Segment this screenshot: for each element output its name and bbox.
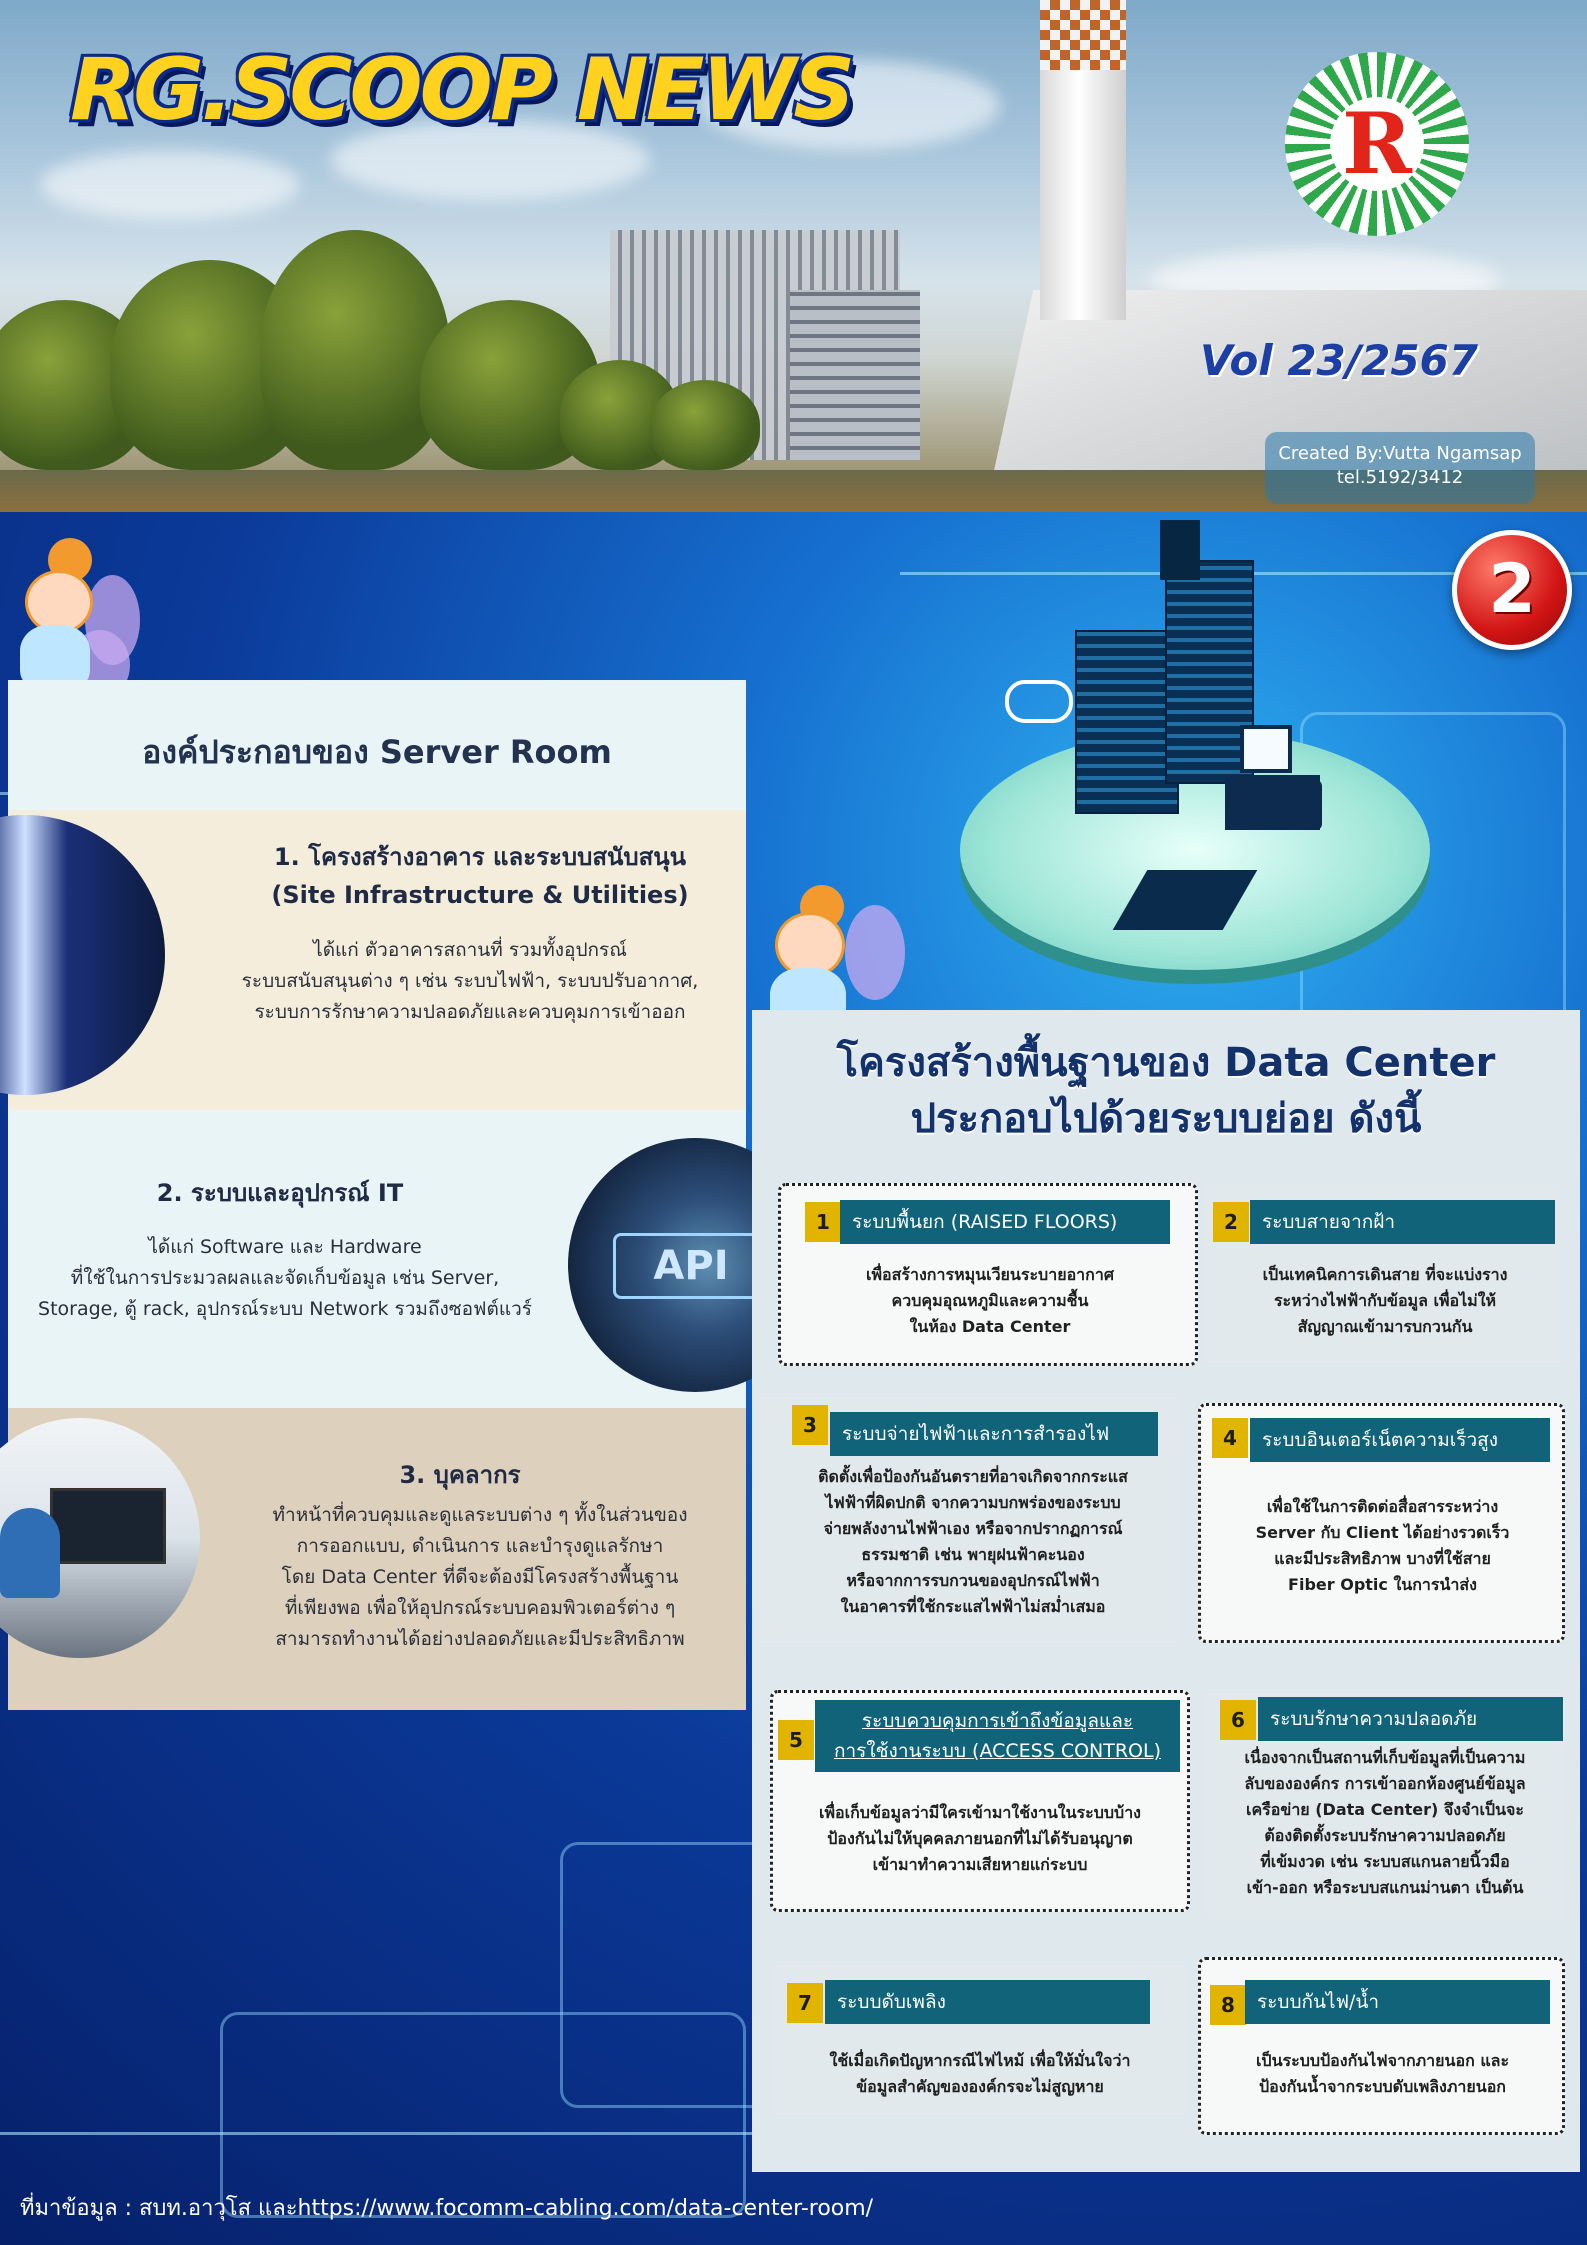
credit-author: Created By:Vutta Ngamsap (1278, 443, 1522, 464)
item-6-number: 6 (1220, 1700, 1256, 1740)
item-6-text: เนื่องจากเป็นสถานที่เก็บข้อมูลที่เป็นความ ลับขององค์กร การเข้าออกห้องศูนย์ข้อมูล เครือข่าย (Data Center) จึงจำเป็นจะ ต้องติดตั้งระบบรักษาความปลอดภัย ที่เข้มงวด เช่น ระบบสแกนลายนิ้วมือ เข้า-ออก หรือระบบสแกนม่านตา เป็นต้น (1244, 1748, 1526, 1897)
item-2-label: ระบบสายจากฝ้า (1250, 1200, 1555, 1244)
monitor-icon (50, 1488, 166, 1564)
newsletter-title: RG.SCOOP NEWS (70, 40, 853, 140)
item-8-text: เป็นระบบป้องกันไฟจากภายนอก และ ป้องกันน้ำจากระบบดับเพลิงภายนอก (1255, 2051, 1510, 2096)
page-number: 2 (1488, 550, 1536, 629)
item-8-number: 8 (1210, 1985, 1246, 2025)
power-plant-structure-2 (790, 290, 920, 460)
item-2-number: 2 (1213, 1202, 1249, 1242)
source-citation: ที่มาข้อมูล : สบท.อาวุโส และhttps://www.focomm-cabling.com/data-center-room/ (20, 2196, 874, 2221)
operator-icon (1290, 780, 1322, 830)
chimney-top (1040, 0, 1126, 70)
item-3-label: ระบบจ่ายไฟฟ้าและการสำรองไฟ (830, 1412, 1158, 1456)
item-4-label: ระบบอินเตอร์เน็ตความเร็วสูง (1250, 1418, 1550, 1462)
item-3-number: 3 (792, 1405, 828, 1445)
item-5-label: ระบบควบคุมการเข้าถึงข้อมูลและ การใช้งานระบบ (ACCESS CONTROL) (815, 1700, 1180, 1772)
item-4-number: 4 (1212, 1418, 1248, 1458)
item-6-label: ระบบรักษาความปลอดภัย (1258, 1697, 1563, 1741)
item-4-text: เพื่อใช้ในการติดต่อสื่อสารระหว่าง Server กับ Client ได้อย่างรวดเร็ว และมีประสิทธิภาพ บางที่ใช้สาย Fiber Optic ในการนำส่ง (1255, 1497, 1510, 1594)
item-3-text: ติดตั้งเพื่อป้องกันอันตรายที่อาจเกิดจากกระแส ไฟฟ้าที่ผิดปกติ จากความบกพร่องของระบบ จ่ายพลังงานไฟฟ้าเอง หรือจากปรากฏการณ์ ธรรมชาติ เช่น พายุฝนฟ้าคะนอง หรือจากการรบกวนของอุปกรณ์ไฟฟ้า ในอาคารที่ใช้กระแสไฟฟ้าไม่สม่ำเสมอ (818, 1467, 1128, 1616)
section-1-body: ได้แก่ ตัวอาคารสถานที่ รวมทั้งอุปกรณ์ ระบบสนับสนุนต่าง ๆ เช่น ระบบไฟฟ้า, ระบบปรับอากาศ, ระบบการรักษาความปลอดภัยและควบคุมการเข้าออก (241, 939, 699, 1023)
cloud-icon (1005, 680, 1073, 723)
section-3-body: ทำหน้าที่ควบคุมและดูแลระบบต่าง ๆ ทั้งในส่วนของ การออกแบบ, ดำเนินการ และบำรุงดูแลรักษา โดย Data Center ที่ดีจะต้องมีโครงสร้างพื้นฐาน ที่เพียงพอ เพื่อให้อุปกรณ์ระบบคอมพิวเตอร์ต่าง ๆ สามารถทำงานได้อย่างปลอดภัยและมีประสิทธิภาพ (272, 1504, 688, 1650)
server-room-title: องค์ประกอบของ Server Room (142, 733, 612, 771)
item-5-number: 5 (778, 1720, 814, 1760)
api-label: API (613, 1233, 769, 1299)
item-1-number: 1 (805, 1202, 841, 1242)
company-logo-letter: R (1342, 94, 1412, 193)
person-icon (0, 1508, 60, 1598)
item-7-number: 7 (787, 1983, 823, 2023)
credit-box (1265, 432, 1535, 504)
tower-beam (1160, 520, 1200, 580)
item-8-label: ระบบกันไฟ/น้ำ (1245, 1980, 1550, 2024)
volume-label: Vol 23/2567 (1200, 336, 1479, 385)
section-1-heading: 1. โครงสร้างอาคาร และระบบสนับสนุน (Site Infrastructure & Utilities) (271, 843, 689, 909)
item-2-text: เป็นเทคนิคการเดินสาย ที่จะแบ่งราง ระหว่างไฟฟ้ากับข้อมูล เพื่อไม่ให้ สัญญาณเข้ามารบกวนกัน (1262, 1265, 1508, 1336)
credit-phone: tel.5192/3412 (1336, 467, 1464, 488)
item-5-text: เพื่อเก็บข้อมูลว่ามีใครเข้ามาใช้งานในระบบบ้าง ป้องกันไม่ให้บุคคลภายนอกที่ไม่ได้รับอนุญาต เข้ามาทำความเสียหายแก่ระบบ (819, 1803, 1141, 1874)
section-2-body: ได้แก่ Software และ Hardware ที่ใช้ในการประมวลผลและจัดเก็บข้อมูล เช่น Server, Storage, ตู้ rack, อุปกรณ์ระบบ Network รวมถึงซอฟต์แวร์ (38, 1236, 532, 1320)
section-3-heading: 3. บุคลากร (399, 1461, 521, 1489)
item-1-label: ระบบพื้นยก (RAISED FLOORS) (840, 1200, 1170, 1244)
item-7-text: ใช้เมื่อเกิดปัญหากรณีไฟไหม้ เพื่อให้มั่นใจว่า ข้อมูลสำคัญขององค์กรจะไม่สูญหาย (829, 2051, 1131, 2096)
section-2-heading: 2. ระบบและอุปกรณ์ IT (156, 1179, 404, 1207)
monitor-icon (1240, 725, 1292, 773)
server-tower-icon (1075, 630, 1179, 814)
data-center-title: โครงสร้างพื้นฐานของ Data Center ประกอบไปด้วยระบบย่อย ดังนี้ (836, 1040, 1496, 1142)
item-1-text: เพื่อสร้างการหมุนเวียนระบายอากาศ ควบคุมอุณหภูมิและความชื้น ในห้อง Data Center (866, 1265, 1114, 1336)
item-7-label: ระบบดับเพลิง (825, 1980, 1150, 2024)
